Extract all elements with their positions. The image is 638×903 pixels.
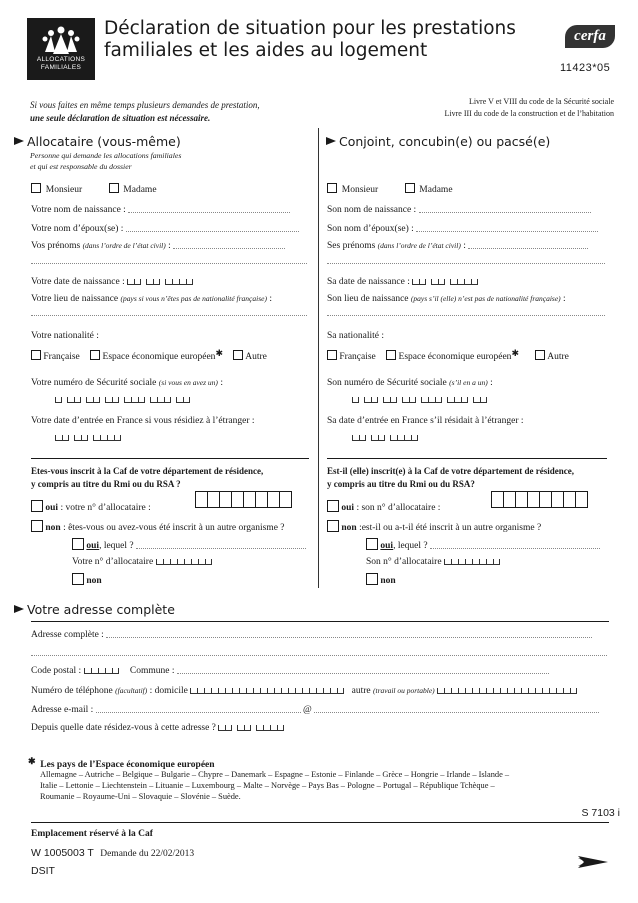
next-page-arrow-icon[interactable] xyxy=(578,852,610,872)
prenoms-hint: (dans l’ordre de l’état civil) xyxy=(82,241,166,250)
secu-hint: (si vous en avez un) xyxy=(158,378,218,387)
telephone-row xyxy=(31,686,582,696)
conjoint-nom-epoux-label: Son nom d’époux(se) : xyxy=(327,224,414,234)
nom-naissance-field[interactable] xyxy=(31,205,290,215)
autre-organisme-non-label: non xyxy=(86,576,102,586)
star-icon: ✱ xyxy=(215,348,223,358)
page-title xyxy=(104,18,554,62)
conjoint-madame-checkbox[interactable] xyxy=(405,183,415,193)
eee-line-3: Roumanie – Royaume-Uni – Slovaquie – Slovénie – Suède. xyxy=(40,792,241,801)
lieu-naissance-input[interactable] xyxy=(31,315,307,316)
footer-dsit: DSIT xyxy=(31,865,55,877)
madame-checkbox[interactable] xyxy=(109,183,119,193)
conjoint-caf-number-boxes[interactable] xyxy=(492,491,588,508)
secu-label: Votre numéro de Sécurité sociale xyxy=(31,378,157,388)
autre-checkbox[interactable] xyxy=(233,350,243,360)
commune-input[interactable] xyxy=(177,666,549,674)
eee-line-1: Allemagne – Autriche – Belgique – Bulgarie – Chypre – Danemark – Espagne – Estonie – Finlande – Grèce – Hongrie – Irlande – Islande – xyxy=(40,770,510,779)
title-line-1: Déclaration de situation pour les prestations xyxy=(104,18,516,39)
conjoint-caf-oui-label: oui xyxy=(341,503,355,513)
monsieur-label: Monsieur xyxy=(45,185,83,195)
adresse-label: Adresse complète : xyxy=(31,630,104,640)
francaise-checkbox[interactable] xyxy=(31,350,41,360)
conjoint-autre-organisme-non-label: non xyxy=(380,576,396,586)
caf-question-line-1: Etes-vous inscrit à la Caf de votre département de résidence, xyxy=(31,466,264,476)
nom-naissance-input[interactable] xyxy=(128,205,290,213)
caf-question-line-2: y compris au titre du Rmi ou du RSA ? xyxy=(31,479,181,489)
arrow-icon xyxy=(14,137,24,145)
conjoint-autre-organisme-oui-checkbox[interactable] xyxy=(366,538,378,550)
footer-rule xyxy=(31,822,609,823)
conjoint-caf-non-row xyxy=(327,520,541,533)
conjoint-lieu-hint: (pays s’il (elle) n’est pas de nationalité française) xyxy=(410,294,561,303)
depuis-row xyxy=(31,723,289,733)
section-conjoint-title: Conjoint, concubin(e) ou pacsé(e) xyxy=(339,134,551,149)
autre-organisme-non-checkbox[interactable] xyxy=(72,573,84,585)
date-naissance-comb[interactable] xyxy=(127,279,198,285)
depuis-label: Depuis quelle date résidez-vous à cette adresse ? xyxy=(31,723,216,733)
lequel-input[interactable] xyxy=(136,541,306,549)
adresse-rule xyxy=(31,621,609,622)
depuis-date-comb[interactable] xyxy=(218,725,289,731)
prenoms-field[interactable]: Vos prénoms (dans l’ordre de l’état civil) : xyxy=(31,241,285,251)
autre-organisme-non-row xyxy=(72,573,102,586)
domicile-label: : domicile xyxy=(149,686,188,696)
autre-telephone-label: autre xyxy=(351,686,371,696)
conjoint-caf-oui-row xyxy=(327,500,440,513)
autre-telephone-hint: (travail ou portable) xyxy=(373,686,435,695)
adresse-field[interactable] xyxy=(31,630,592,640)
title-line-2: familiales et les aides au logement xyxy=(104,40,428,61)
conjoint-nationalite-label: Sa nationalité : xyxy=(327,331,384,341)
reserve-caf-label: Emplacement réservé à la Caf xyxy=(31,829,153,839)
nom-epoux-input[interactable] xyxy=(126,224,299,232)
date-naissance-label: Votre date de naissance : xyxy=(31,277,125,287)
section-adresse-title: Votre adresse complète xyxy=(27,602,175,617)
conjoint-lequel-input[interactable] xyxy=(430,541,600,549)
arrow-icon xyxy=(14,605,24,613)
lequel-label: , lequel ? xyxy=(99,541,134,551)
lieu-hint: (pays si vous n’êtes pas de nationalité française) xyxy=(120,294,267,303)
autre-organisme-oui-label: oui xyxy=(86,541,100,551)
left-rule xyxy=(31,458,309,459)
conjoint-nom-epoux-input[interactable] xyxy=(416,224,598,232)
conjoint-monsieur-label: Monsieur xyxy=(341,185,379,195)
caf-oui-text: : votre n° d’allocataire : xyxy=(60,503,151,513)
eee-country-list xyxy=(40,769,509,802)
nom-epoux-label: Votre nom d’époux(se) : xyxy=(31,224,124,234)
nom-naissance-label: Votre nom de naissance : xyxy=(31,205,126,215)
conjoint-date-naissance-field[interactable] xyxy=(327,277,483,287)
code-postal-label: Code postal : xyxy=(31,666,82,676)
conjoint-civility-row xyxy=(327,183,453,195)
lieu-naissance-label: Votre lieu de naissance xyxy=(31,294,119,304)
telephone-domicile-comb[interactable] xyxy=(190,688,349,694)
commune-label: Commune : xyxy=(129,666,175,676)
conjoint-lieu-naissance-label: Son lieu de naissance xyxy=(327,294,409,304)
conjoint-francaise-checkbox[interactable] xyxy=(327,350,337,360)
logo-text-1: ALLOCATIONS xyxy=(36,56,86,63)
caf-non-row xyxy=(31,520,285,533)
cerfa-logo: cerfa xyxy=(565,25,615,48)
conjoint-prenoms-input[interactable] xyxy=(468,241,588,249)
subnote-line-2: et qui est responsable du dossier xyxy=(30,162,132,171)
footer-ref: W 1005003 T xyxy=(31,847,94,859)
conjoint-num-alloc-row xyxy=(366,557,505,567)
form-number: 11423*05 xyxy=(560,62,611,74)
conjoint-autre-checkbox[interactable] xyxy=(535,350,545,360)
date-entree-comb[interactable] xyxy=(55,433,126,443)
header-note-line-2: une seule déclaration de situation est nécessaire. xyxy=(30,113,211,123)
conjoint-num-alloc-label: Son n° d’allocataire xyxy=(366,557,442,567)
allocataire-subnote xyxy=(30,150,181,172)
conjoint-lequel-label: , lequel ? xyxy=(393,541,428,551)
prenoms-input[interactable] xyxy=(173,241,285,249)
nom-epoux-field[interactable] xyxy=(31,224,299,234)
conjoint-prenoms-input-line-2[interactable] xyxy=(327,263,605,264)
prenoms-input-line-2[interactable] xyxy=(31,263,307,264)
email-domain-input[interactable] xyxy=(314,705,599,713)
facultatif-hint: (facultatif) xyxy=(115,686,148,695)
conjoint-caf-non-checkbox[interactable] xyxy=(327,520,339,532)
conjoint-nom-naissance-field[interactable] xyxy=(327,205,591,215)
legal-line-2: Livre III du code de la construction et de l’habitation xyxy=(444,109,614,118)
conjoint-date-entree-comb[interactable] xyxy=(352,433,423,443)
caf-oui-row xyxy=(31,500,151,513)
legal-line-1: Livre V et VIII du code de la Sécurité sociale xyxy=(468,97,614,106)
section-allocataire xyxy=(14,134,181,149)
conjoint-lieu-naissance-field[interactable]: Son lieu de naissance (pays s’il (elle) n’est pas de nationalité française) : xyxy=(327,294,566,304)
conjoint-caf-question xyxy=(327,465,574,491)
footer-ref-row xyxy=(31,847,194,859)
telephone-autre-comb[interactable] xyxy=(437,688,582,694)
eee-note-title: Les pays de l’Espace économique européen xyxy=(40,760,215,770)
francaise-label: Française xyxy=(43,352,80,362)
form-code: S 7103 i xyxy=(581,807,620,819)
conjoint-francaise-label: Française xyxy=(339,352,376,362)
conjoint-nom-naissance-label: Son nom de naissance : xyxy=(327,205,417,215)
secu-label-row: Votre numéro de Sécurité sociale (si vous en avez un) : xyxy=(31,378,223,388)
nationalite-options xyxy=(31,348,267,362)
conjoint-caf-non-text: :est-il ou a-t-il été inscrit à un autre organisme ? xyxy=(359,523,542,533)
autre-organisme-oui-row xyxy=(72,538,306,551)
eee-checkbox[interactable] xyxy=(90,350,100,360)
header-note xyxy=(30,99,260,125)
code-postal-comb[interactable] xyxy=(84,668,124,674)
caf-non-checkbox[interactable] xyxy=(31,520,43,532)
caf-oui-label: oui xyxy=(45,503,59,513)
subnote-line-1: Personne qui demande les allocations familiales xyxy=(30,151,182,160)
num-alloc-comb[interactable] xyxy=(156,559,217,565)
conjoint-nom-epoux-field[interactable] xyxy=(327,224,598,234)
conjoint-lieu-naissance-input[interactable] xyxy=(327,315,605,316)
code-postal-row xyxy=(31,666,549,676)
caf-question xyxy=(31,465,263,491)
conjoint-madame-label: Madame xyxy=(419,185,453,195)
conjoint-eee-label: Espace économique européen xyxy=(398,352,512,362)
eee-note-title-row xyxy=(28,756,215,770)
adresse-input[interactable] xyxy=(106,630,592,638)
telephone-label: Numéro de téléphone xyxy=(31,686,113,696)
section-allocataire-title: Allocataire (vous-même) xyxy=(27,134,181,149)
lieu-naissance-field[interactable]: Votre lieu de naissance (pays si vous n’êtes pas de nationalité française) : xyxy=(31,294,272,304)
adresse-input-line-2[interactable] xyxy=(31,655,607,656)
caf-oui-checkbox[interactable] xyxy=(31,500,43,512)
column-divider xyxy=(318,128,319,588)
conjoint-caf-non-label: non xyxy=(341,523,357,533)
family-logo-icon xyxy=(39,24,83,56)
section-conjoint xyxy=(326,134,550,149)
num-alloc-label: Votre n° d’allocataire xyxy=(72,557,154,567)
conjoint-prenoms-field[interactable]: Ses prénoms (dans l’ordre de l’état civil) : xyxy=(327,241,588,251)
nationalite-label: Votre nationalité : xyxy=(31,331,99,341)
conjoint-secu-comb[interactable] xyxy=(352,395,492,405)
conjoint-date-naissance-comb[interactable] xyxy=(412,279,483,285)
conjoint-autre-organisme-non-row xyxy=(366,573,396,586)
email-label: Adresse e-mail : xyxy=(31,705,94,715)
conjoint-autre-organisme-oui-row xyxy=(366,538,600,551)
caf-logo xyxy=(27,18,95,80)
conjoint-prenoms-label: Ses prénoms xyxy=(327,241,376,251)
legal-references xyxy=(445,96,615,120)
conjoint-caf-oui-text: : son n° d’allocataire : xyxy=(356,503,441,513)
autre-label: Autre xyxy=(245,352,267,362)
star-icon: ✱ xyxy=(511,348,519,358)
email-local-input[interactable] xyxy=(96,705,301,713)
conjoint-secu-label: Son numéro de Sécurité sociale xyxy=(327,378,447,388)
star-icon: ✱ xyxy=(28,756,36,766)
caf-number-boxes[interactable] xyxy=(196,491,292,508)
prenoms-label: Vos prénoms xyxy=(31,241,81,251)
caf-non-label: non xyxy=(45,523,61,533)
conjoint-nationalite-options xyxy=(327,348,569,362)
conjoint-secu-hint: (s’il en a un) xyxy=(449,378,488,387)
conjoint-prenoms-hint: (dans l’ordre de l’état civil) xyxy=(377,241,461,250)
date-entree-label: Votre date d’entrée en France si vous résidiez à l’étranger : xyxy=(31,416,255,426)
right-rule xyxy=(327,458,607,459)
conjoint-autre-organisme-non-checkbox[interactable] xyxy=(366,573,378,585)
conjoint-date-naissance-label: Sa date de naissance : xyxy=(327,277,410,287)
eee-line-2: Italie – Lettonie – Liechtenstein – Lituanie – Luxembourg – Malte – Norvège – Pays Bas – Pologne – Portugal – République Tchèque – xyxy=(40,781,495,790)
conjoint-autre-label: Autre xyxy=(547,352,569,362)
conjoint-date-entree-label: Sa date d’entrée en France s’il résidait à l’étranger : xyxy=(327,416,524,426)
conjoint-caf-question-line-1: Est-il (elle) inscrit(e) à la Caf de votre département de résidence, xyxy=(327,466,575,476)
email-row xyxy=(31,705,599,715)
at-sign: @ xyxy=(303,705,312,715)
num-alloc-row xyxy=(72,557,217,567)
conjoint-caf-question-line-2: y compris au titre du Rmi ou du RSA? xyxy=(327,479,475,489)
conjoint-num-alloc-comb[interactable] xyxy=(444,559,505,565)
footer-demande: Demande du 22/02/2013 xyxy=(100,849,195,859)
conjoint-eee-checkbox[interactable] xyxy=(386,350,396,360)
arrow-icon xyxy=(326,137,336,145)
header-note-line-1: Si vous faites en même temps plusieurs demandes de prestation, xyxy=(30,100,260,110)
secu-comb[interactable] xyxy=(55,395,195,405)
monsieur-checkbox[interactable] xyxy=(31,183,41,193)
conjoint-autre-organisme-oui-label: oui xyxy=(380,541,394,551)
eee-label: Espace économique européen xyxy=(102,352,216,362)
conjoint-caf-oui-checkbox[interactable] xyxy=(327,500,339,512)
logo-text-2: FAMILIALES xyxy=(40,64,82,71)
conjoint-nom-naissance-input[interactable] xyxy=(419,205,591,213)
conjoint-monsieur-checkbox[interactable] xyxy=(327,183,337,193)
date-naissance-field[interactable] xyxy=(31,277,198,287)
madame-label: Madame xyxy=(123,185,157,195)
autre-organisme-oui-checkbox[interactable] xyxy=(72,538,84,550)
caf-non-text: : êtes-vous ou avez-vous été inscrit à un autre organisme ? xyxy=(63,523,285,533)
conjoint-secu-label-row: Son numéro de Sécurité sociale (s’il en a un) : xyxy=(327,378,493,388)
section-adresse xyxy=(14,602,175,617)
civility-row xyxy=(31,183,157,195)
